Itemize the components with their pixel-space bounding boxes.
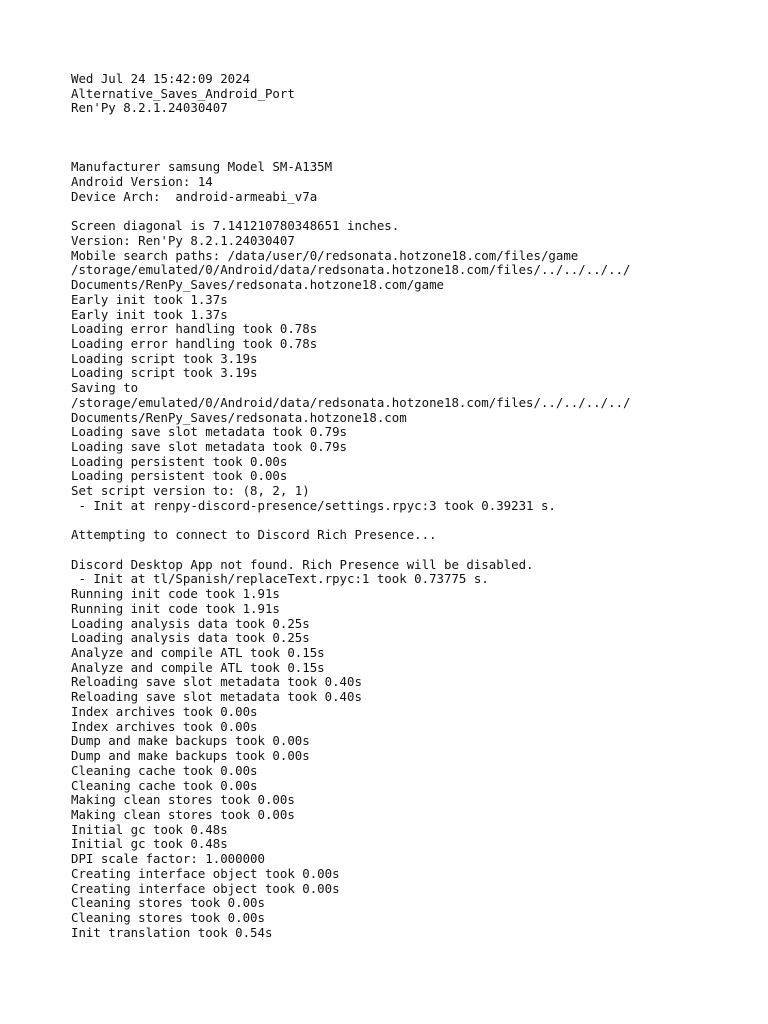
log-line: /storage/emulated/0/Android/data/redsonata.hotzone18.com/files/../../../../ — [71, 394, 631, 410]
log-line — [71, 116, 751, 131]
log-line: Set script version to: (8, 2, 1) — [71, 483, 310, 499]
log-line: Cleaning cache took 0.00s — [71, 762, 258, 778]
log-line: Loading analysis data took 0.25s — [71, 615, 310, 631]
log-line: Analyze and compile ATL took 0.15s — [71, 659, 325, 675]
log-line: Running init code took 1.91s — [71, 600, 280, 616]
log-line — [71, 146, 751, 161]
log-line: Making clean stores took 0.00s — [71, 806, 295, 822]
log-line — [71, 131, 751, 146]
log-line: /storage/emulated/0/Android/data/redsonata.hotzone18.com/files/../../../../ — [71, 262, 631, 278]
log-line: Early init took 1.37s — [71, 306, 228, 322]
log-line: Documents/RenPy_Saves/redsonata.hotzone18.com — [71, 409, 407, 425]
log-line: Loading persistent took 0.00s — [71, 468, 288, 484]
log-line: Creating interface object took 0.00s — [71, 880, 340, 896]
log-line: Dump and make backups took 0.00s — [71, 733, 310, 749]
log-line: Device Arch: android-armeabi_v7a — [71, 188, 318, 204]
log-line: Init translation took 0.54s — [71, 924, 273, 940]
log-line: Alternative_Saves_Android_Port — [71, 85, 295, 101]
log-line: Documents/RenPy_Saves/redsonata.hotzone18.com/game — [71, 277, 444, 293]
log-line: Loading save slot metadata took 0.79s — [71, 438, 348, 454]
log-line: Wed Jul 24 15:42:09 2024 — [71, 71, 251, 86]
log-line: Cleaning cache took 0.00s — [71, 777, 258, 793]
log-line: Ren'Py 8.2.1.24030407 — [71, 100, 228, 116]
log-line: Discord Desktop App not found. Rich Presence will be disabled. — [71, 556, 534, 572]
log-line: Making clean stores took 0.00s — [71, 792, 295, 808]
log-line: - Init at renpy-discord-presence/settings.rpyc:3 took 0.39231 s. — [71, 497, 556, 513]
log-document — [71, 72, 751, 940]
log-line: Running init code took 1.91s — [71, 586, 280, 602]
log-line: Mobile search paths: /data/user/0/redsonata.hotzone18.com/files/game — [71, 247, 579, 263]
log-line — [71, 514, 751, 529]
log-line: Cleaning stores took 0.00s — [71, 895, 265, 911]
log-line — [71, 204, 751, 219]
log-line: Screen diagonal is 7.141210780348651 inches. — [71, 218, 400, 234]
log-line: Cleaning stores took 0.00s — [71, 909, 265, 925]
log-line: Reloading save slot metadata took 0.40s — [71, 674, 362, 690]
log-line: Loading analysis data took 0.25s — [71, 630, 310, 646]
log-line: Loading script took 3.19s — [71, 365, 258, 381]
log-line: Index archives took 0.00s — [71, 703, 258, 719]
log-line: Saving to — [71, 380, 139, 396]
log-line: Version: Ren'Py 8.2.1.24030407 — [71, 232, 295, 248]
log-line: Loading error handling took 0.78s — [71, 321, 318, 337]
log-line: Early init took 1.37s — [71, 291, 228, 307]
log-line: Dump and make backups took 0.00s — [71, 748, 310, 764]
log-line: Attempting to connect to Discord Rich Presence... — [71, 527, 437, 543]
log-line: DPI scale factor: 1.000000 — [71, 851, 265, 867]
log-line: Android Version: 14 — [71, 174, 213, 190]
log-line: Loading save slot metadata took 0.79s — [71, 424, 348, 440]
log-line: Initial gc took 0.48s — [71, 821, 228, 837]
log-line: Reloading save slot metadata took 0.40s — [71, 689, 362, 705]
log-line: Index archives took 0.00s — [71, 718, 258, 734]
log-line: Initial gc took 0.48s — [71, 836, 228, 852]
log-line: Loading error handling took 0.78s — [71, 335, 318, 351]
log-line: Creating interface object took 0.00s — [71, 865, 340, 881]
log-line: Loading persistent took 0.00s — [71, 453, 288, 469]
log-line: - Init at tl/Spanish/replaceText.rpyc:1 took 0.73775 s. — [71, 571, 489, 587]
log-line: Analyze and compile ATL took 0.15s — [71, 645, 325, 661]
log-line: Manufacturer samsung Model SM-A135M — [71, 159, 333, 175]
log-line — [71, 543, 751, 558]
log-line: Loading script took 3.19s — [71, 350, 258, 366]
